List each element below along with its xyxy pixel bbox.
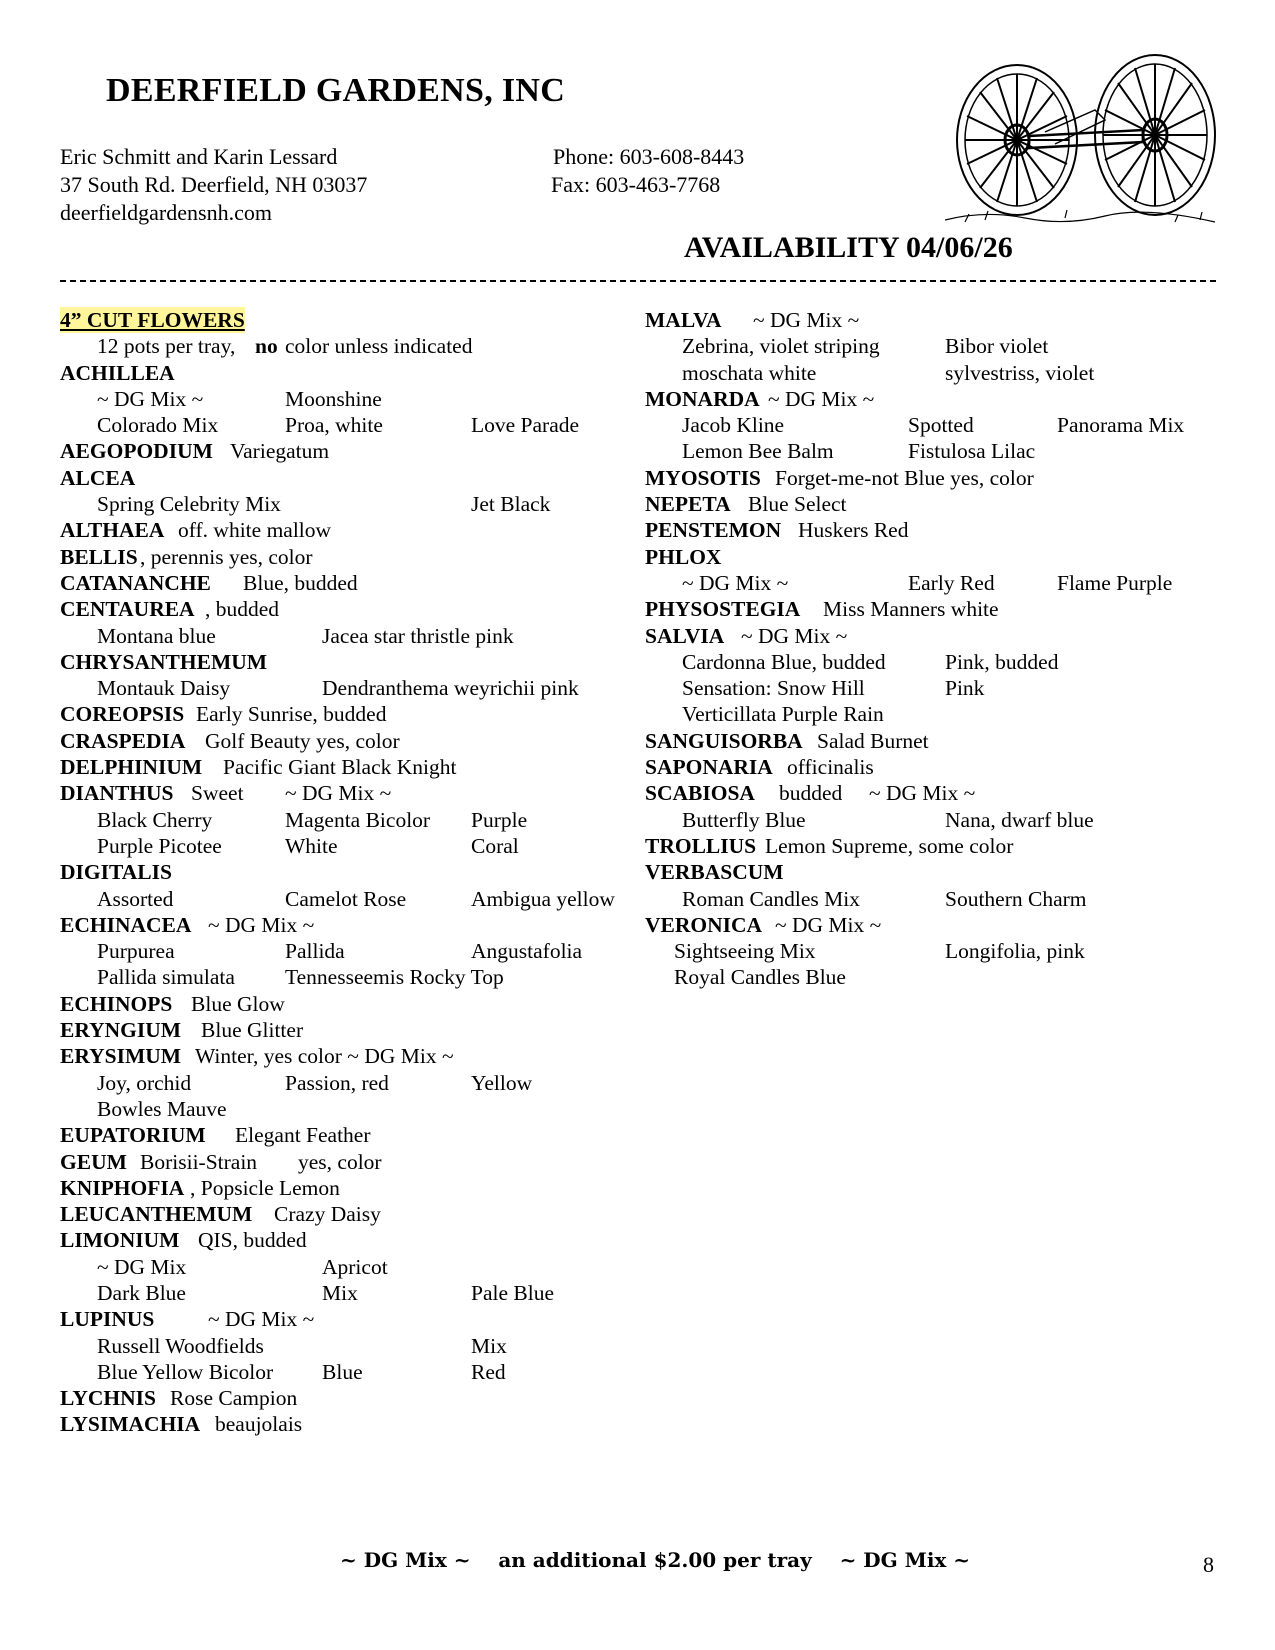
variety: Blue, budded — [243, 570, 358, 595]
variety: Miss Manners white — [823, 597, 999, 622]
section-note-a: 12 pots per tray, — [97, 334, 236, 359]
list-item — [60, 1306, 640, 1332]
dg-mix: ~ DG Mix ~ — [208, 912, 315, 937]
variety: Mix — [322, 1280, 358, 1305]
list-item — [60, 1359, 640, 1385]
variety: Pale Blue — [471, 1280, 554, 1305]
list-item — [60, 1096, 640, 1122]
plant-name: ALCEA — [60, 465, 136, 490]
plant-name: ERYSIMUM — [60, 1044, 182, 1069]
fax: Fax: 603-463-7768 — [551, 172, 721, 197]
plant-name: ALTHAEA — [60, 518, 165, 543]
list-item — [60, 360, 640, 386]
variety: Jacea star thristle pink — [322, 623, 514, 648]
variety: Pallida simulata — [97, 965, 235, 990]
list-item — [645, 517, 1245, 543]
list-item — [60, 938, 640, 964]
plant-name: KNIPHOFIA — [60, 1175, 185, 1200]
variety: Blue Yellow Bicolor — [97, 1359, 274, 1384]
plant-name: SANGUISORBA — [645, 728, 803, 753]
variety: Nana, dwarf blue — [945, 807, 1094, 832]
variety: Ambigua yellow — [471, 886, 615, 911]
dg-mix: ~ DG Mix ~ — [768, 386, 875, 411]
variety: officinalis — [787, 755, 874, 780]
list-item — [645, 886, 1245, 912]
list-item — [60, 623, 640, 649]
website[interactable]: deerfieldgardensnh.com — [60, 200, 272, 225]
plant-name: MONARDA — [645, 386, 760, 411]
variety: off. white mallow — [178, 518, 332, 543]
plant-name: NEPETA — [645, 492, 731, 517]
variety: Lemon Bee Balm — [682, 439, 834, 464]
list-item — [645, 465, 1245, 491]
variety: Lemon Supreme, some color — [765, 833, 1014, 858]
variety: Apricot — [322, 1254, 388, 1279]
variety: Fistulosa Lilac — [908, 439, 1036, 464]
dashed-divider — [60, 280, 1216, 282]
list-item — [645, 649, 1245, 675]
plant-name: PHYSOSTEGIA — [645, 597, 801, 622]
variety: Blue — [322, 1359, 363, 1384]
list-item — [645, 623, 1245, 649]
list-item — [645, 570, 1245, 596]
variety: Variegatum — [230, 439, 330, 464]
variety: Moonshine — [285, 386, 382, 411]
variety: Mix — [471, 1333, 507, 1358]
variety: Passion, red — [285, 1070, 389, 1095]
list-item — [645, 675, 1245, 701]
list-item — [60, 964, 640, 990]
variety: Dendranthema weyrichii pink — [322, 676, 579, 701]
variety: Verticillata Purple Rain — [682, 702, 884, 727]
plant-name: VERBASCUM — [645, 860, 784, 885]
owners: Eric Schmitt and Karin Lessard — [60, 144, 338, 169]
variety: Cardonna Blue, budded — [682, 649, 886, 674]
variety: , Popsicle Lemon — [190, 1175, 340, 1200]
variety: Purple — [471, 807, 528, 832]
list-item — [60, 1175, 640, 1201]
list-item — [645, 701, 1245, 727]
list-item — [60, 991, 640, 1017]
list-item — [645, 859, 1245, 885]
plant-name: GEUM — [60, 1149, 127, 1174]
variety: Zebrina, violet striping — [682, 334, 880, 359]
list-item — [60, 1122, 640, 1148]
plant-name: MALVA — [645, 308, 722, 332]
variety: Montana blue — [97, 623, 216, 648]
dg-mix: ~ DG Mix ~ — [682, 570, 789, 595]
list-item — [645, 912, 1245, 938]
section-title: 4” CUT FLOWERS — [60, 308, 245, 332]
dg-mix: ~ DG Mix — [97, 1254, 187, 1279]
variety: Early Red — [908, 570, 995, 595]
variety: Crazy Daisy — [274, 1202, 381, 1227]
plant-name: CATANANCHE — [60, 570, 211, 595]
list-item — [645, 728, 1245, 754]
variety: Sightseeing Mix — [674, 939, 816, 964]
variety: Longifolia, pink — [945, 939, 1085, 964]
plant-name: ECHINOPS — [60, 991, 173, 1016]
plant-name: LYSIMACHIA — [60, 1412, 201, 1437]
variety: Butterfly Blue — [682, 807, 806, 832]
variety: Camelot Rose — [285, 886, 407, 911]
plant-name: COREOPSIS — [60, 702, 185, 727]
dg-mix: ~ DG Mix ~ — [208, 1307, 315, 1332]
right-column — [645, 307, 1245, 991]
variety: , perennis yes, color — [140, 544, 313, 569]
variety: Bibor violet — [945, 334, 1049, 359]
variety: , budded — [205, 597, 280, 622]
variety: Sensation: Snow Hill — [682, 676, 865, 701]
list-item — [645, 754, 1245, 780]
list-item — [60, 1149, 640, 1175]
section-note-c: color unless indicated — [285, 334, 473, 359]
list-item — [645, 307, 1245, 333]
variety: Blue Glitter — [201, 1018, 304, 1043]
plant-name: DELPHINIUM — [60, 755, 203, 780]
variety: Pacific Giant Black Knight — [223, 755, 457, 780]
list-item — [645, 938, 1245, 964]
plant-name: PENSTEMON — [645, 518, 782, 543]
variety: Panorama Mix — [1057, 413, 1185, 438]
list-item — [60, 1070, 640, 1096]
plant-name: PHLOX — [645, 544, 722, 569]
list-item — [645, 438, 1245, 464]
dg-mix: ~ DG Mix ~ — [753, 308, 860, 332]
variety: Love Parade — [471, 413, 580, 438]
variety: Magenta Bicolor — [285, 807, 431, 832]
list-item — [60, 1043, 640, 1069]
variety: Rose Campion — [170, 1386, 298, 1411]
variety: Dark Blue — [97, 1280, 186, 1305]
dg-mix: ~ DG Mix ~ — [285, 781, 392, 806]
variety: Yellow — [471, 1070, 533, 1095]
list-item — [60, 465, 640, 491]
plant-name: BELLIS — [60, 544, 138, 569]
list-item — [60, 728, 640, 754]
list-item — [60, 912, 640, 938]
list-item — [60, 1254, 640, 1280]
variety: Winter, yes color ~ DG Mix ~ — [195, 1044, 454, 1069]
plant-name: LYCHNIS — [60, 1386, 156, 1411]
variety: Royal Candles Blue — [674, 965, 846, 990]
list-item — [645, 360, 1245, 386]
list-item — [60, 859, 640, 885]
variety: Bowles Mauve — [97, 1096, 227, 1121]
variety: Early Sunrise, budded — [196, 702, 387, 727]
list-item — [60, 596, 640, 622]
variety: Borisii-Strain — [140, 1149, 258, 1174]
plant-name: MYOSOTIS — [645, 465, 761, 490]
plant-name: ECHINACEA — [60, 912, 192, 937]
dg-mix: ~ DG Mix ~ — [775, 912, 882, 937]
variety: Pallida — [285, 939, 345, 964]
list-item — [60, 886, 640, 912]
variety: Elegant Feather — [235, 1123, 371, 1148]
variety: yes, color — [298, 1149, 382, 1174]
page-number: 8 — [1203, 1552, 1214, 1577]
variety: Pink — [945, 676, 985, 701]
variety: Joy, orchid — [97, 1070, 192, 1095]
variety: QIS, budded — [198, 1228, 307, 1253]
list-item — [60, 1411, 640, 1437]
plant-name: CRASPEDIA — [60, 728, 186, 753]
plant-name: DIGITALIS — [60, 860, 172, 885]
list-item — [60, 386, 640, 412]
plant-name: CHRYSANTHEMUM — [60, 649, 268, 674]
plant-name: SALVIA — [645, 623, 725, 648]
variety: Purpurea — [97, 939, 175, 964]
list-item — [645, 833, 1245, 859]
variety: Purple Picotee — [97, 833, 222, 858]
footer-note: ~ DG Mix ~ an additional $2.00 per tray ~ DG Mix ~ — [340, 1548, 971, 1572]
variety: White — [285, 833, 338, 858]
variety: Salad Burnet — [817, 728, 929, 753]
variety: moschata white — [682, 360, 817, 385]
variety: Coral — [471, 833, 519, 858]
list-item — [60, 1280, 640, 1306]
variety: Black Cherry — [97, 807, 213, 832]
plant-name: LEUCANTHEMUM — [60, 1202, 253, 1227]
variety: Roman Candles Mix — [682, 886, 860, 911]
variety: Huskers Red — [798, 518, 909, 543]
variety: Blue Select — [748, 492, 847, 517]
variety: Forget-me-not Blue yes, color — [775, 465, 1034, 490]
list-item — [645, 596, 1245, 622]
plant-name: DIANTHUS — [60, 781, 174, 806]
company-name: DEERFIELD GARDENS, INC — [106, 72, 566, 109]
variety: Spotted — [908, 413, 974, 438]
variety: Jet Black — [471, 492, 551, 517]
variety: Sweet — [191, 781, 244, 806]
list-item — [60, 438, 640, 464]
list-item — [645, 491, 1245, 517]
variety: Spring Celebrity Mix — [97, 492, 281, 517]
plant-name: CENTAUREA — [60, 597, 195, 622]
list-item — [60, 570, 640, 596]
variety: Jacob Kline — [682, 413, 785, 438]
variety: beaujolais — [215, 1412, 303, 1437]
list-item — [60, 1201, 640, 1227]
plant-name: ERYNGIUM — [60, 1018, 182, 1043]
dg-mix: ~ DG Mix ~ — [741, 623, 848, 648]
plant-name: TROLLIUS — [645, 833, 757, 858]
plant-name: SCABIOSA — [645, 781, 755, 806]
variety: Red — [471, 1359, 506, 1384]
variety: Flame Purple — [1057, 570, 1173, 595]
plant-name: AEGOPODIUM — [60, 439, 213, 464]
variety: Tennesseemis Rocky Top — [285, 965, 504, 990]
plant-name: VERONICA — [645, 912, 763, 937]
list-item — [60, 1385, 640, 1411]
plant-name: LIMONIUM — [60, 1228, 180, 1253]
section-title-row — [60, 307, 640, 333]
variety: Pink, budded — [945, 649, 1059, 674]
list-item — [645, 780, 1245, 806]
address: 37 South Rd. Deerfield, NH 03037 — [60, 172, 368, 197]
list-item — [645, 807, 1245, 833]
phone: Phone: 603-608-8443 — [553, 144, 745, 169]
section-note-b: no — [255, 334, 278, 359]
list-item — [60, 544, 640, 570]
list-item — [60, 1333, 640, 1359]
variety: Proa, white — [285, 413, 383, 438]
list-item — [60, 517, 640, 543]
section-note-row — [60, 333, 640, 359]
list-item — [60, 780, 640, 806]
variety: budded — [779, 781, 843, 806]
list-item — [60, 1227, 640, 1253]
plant-name: ACHILLEA — [60, 360, 175, 385]
list-item — [60, 675, 640, 701]
list-item — [645, 544, 1245, 570]
list-item — [60, 649, 640, 675]
variety: Montauk Daisy — [97, 676, 231, 701]
variety: Colorado Mix — [97, 413, 219, 438]
list-item — [645, 412, 1245, 438]
variety: Southern Charm — [945, 886, 1087, 911]
variety: Russell Woodfields — [97, 1333, 264, 1358]
list-item — [60, 754, 640, 780]
list-item — [645, 333, 1245, 359]
plant-name: EUPATORIUM — [60, 1123, 206, 1148]
left-column — [60, 307, 640, 1438]
availability-date: AVAILABILITY 04/06/26 — [684, 231, 1013, 264]
plant-name: LUPINUS — [60, 1307, 155, 1332]
wagon-wheels-icon — [945, 50, 1225, 240]
list-item — [60, 491, 640, 517]
variety: Assorted — [97, 886, 174, 911]
dg-mix: ~ DG Mix ~ — [869, 781, 976, 806]
variety: sylvestriss, violet — [945, 360, 1095, 385]
variety: Golf Beauty yes, color — [205, 728, 400, 753]
list-item — [60, 807, 640, 833]
list-item — [645, 386, 1245, 412]
variety: ~ DG Mix ~ — [97, 386, 204, 411]
list-item — [645, 964, 1245, 990]
variety: Blue Glow — [191, 991, 285, 1016]
list-item — [60, 833, 640, 859]
list-item — [60, 412, 640, 438]
list-item — [60, 701, 640, 727]
variety: Angustafolia — [471, 939, 583, 964]
list-item — [60, 1017, 640, 1043]
plant-name: SAPONARIA — [645, 755, 773, 780]
